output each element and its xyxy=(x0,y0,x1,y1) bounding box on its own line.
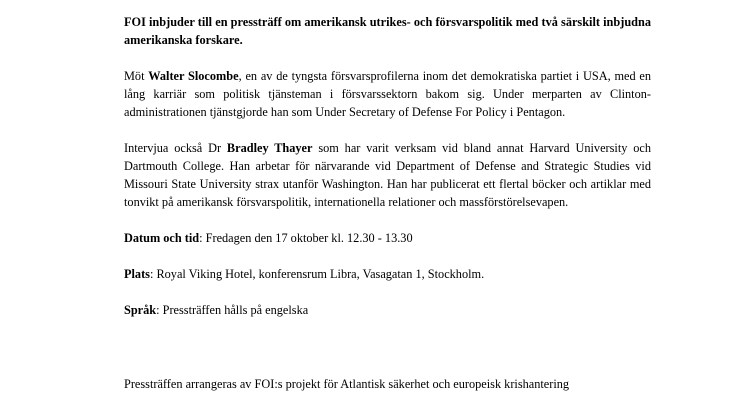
date-label: Datum och tid xyxy=(124,231,200,245)
thayer-paragraph xyxy=(124,139,651,211)
slocombe-name: Walter Slocombe xyxy=(148,69,239,83)
intro-paragraph: FOI inbjuder till en pressträff om amerikansk utrikes- och försvarspolitik med två särskilt inbjudna amerikanska forskare. xyxy=(124,15,651,47)
date-value: : Fredagen den 17 oktober kl. 12.30 - 13.30 xyxy=(199,231,413,245)
slocombe-pre: Möt xyxy=(124,69,149,83)
date-line xyxy=(124,229,651,247)
language-label: Språk xyxy=(124,303,157,317)
thayer-pre: Intervjua också Dr xyxy=(124,141,227,155)
place-value: : Royal Viking Hotel, konferensrum Libra, Vasagatan 1, Stockholm. xyxy=(149,267,485,281)
place-label: Plats xyxy=(124,267,150,281)
thayer-text: som har varit verksam vid bland annat Harvard University och Dartmouth College. Han arbetar för närvarande vid Department of Defense and Strategic Studies vid Missouri State University strax utanför Washington. Han har publicerat ett flertal böcker och artiklar med tonvikt på amerikansk försvarspolitik, internationella relationer och massförstörelsevapen. xyxy=(124,141,652,209)
slocombe-paragraph xyxy=(124,67,651,121)
language-line xyxy=(124,301,651,319)
press-release-body xyxy=(124,13,651,319)
thayer-name: Bradley Thayer xyxy=(226,141,313,155)
footer-note: Pressträffen arrangeras av FOI:s projekt för Atlantisk säkerhet och europeisk krishantering xyxy=(124,377,570,391)
place-line xyxy=(124,265,651,283)
slocombe-text: , en av de tyngsta försvarsprofilerna inom det demokratiska partiet i USA, med en lång karriär som politisk tjänsteman i försvarssektorn bakom sig. Under merparten av Clinton-administrationen tjänstgjorde han som Under Secretary of Defense For Policy i Pentagon. xyxy=(124,69,652,119)
language-value: : Pressträffen hålls på engelska xyxy=(156,303,309,317)
